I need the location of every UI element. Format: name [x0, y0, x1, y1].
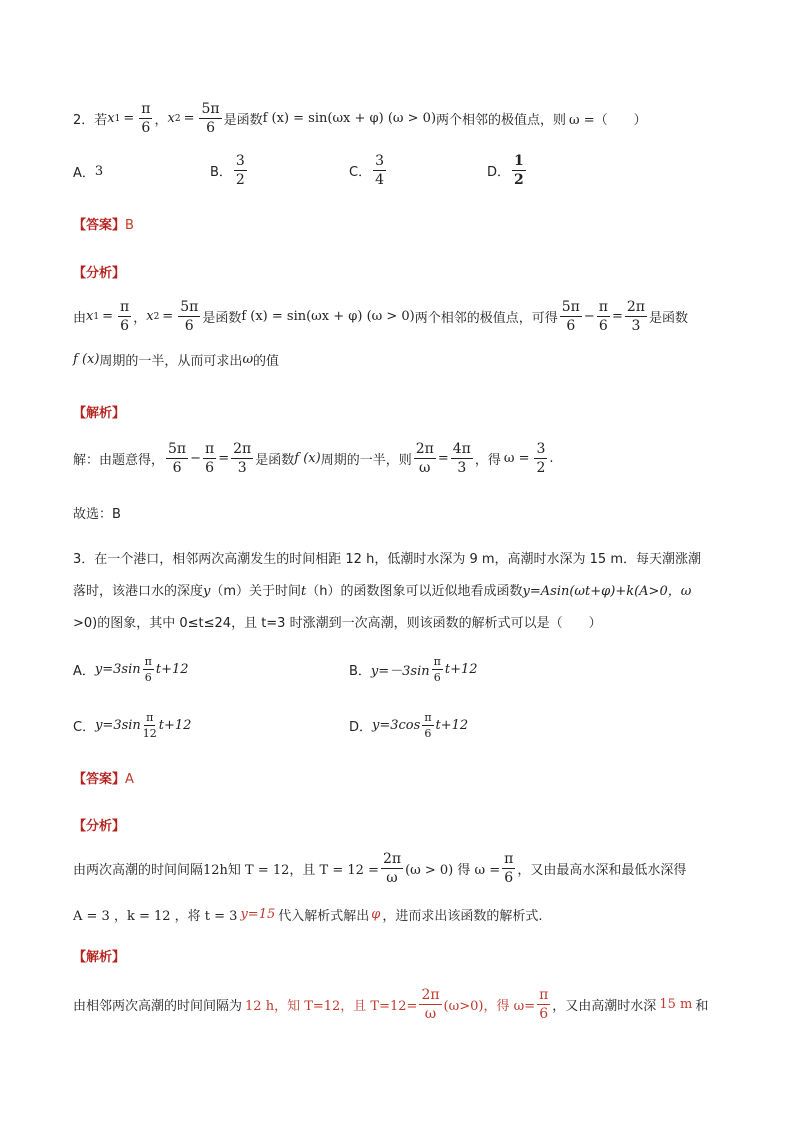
q2-omega-eq: ω =（ ）: [569, 113, 647, 128]
q2-function: f (x) = sin(ωx + φ) (ω > 0): [262, 111, 437, 126]
var-y: y: [203, 584, 211, 599]
option-fraction: $\frac{3}{2}$: [235, 153, 245, 188]
text: 是函数: [202, 311, 242, 326]
q3-line2: [73, 580, 754, 599]
q2-analysis-line1: [73, 300, 754, 333]
q3-option-b: [349, 656, 478, 683]
q3-option-d: [349, 712, 468, 739]
analysis-label: 【分析】: [73, 819, 126, 834]
text: 周期的一半，则: [320, 453, 412, 468]
fraction: $\frac{3}{2}$: [536, 441, 546, 476]
q3-analysis-line1: [73, 852, 754, 885]
eq-sign: =: [102, 309, 113, 324]
text: ，得: [474, 453, 501, 468]
x2-var: x: [146, 309, 154, 324]
q3-analysis-line2: [73, 905, 754, 924]
text: （h）的函数图象可以近似地看成函数: [306, 584, 523, 599]
eq-sign: =: [123, 111, 135, 126]
q2-choose: [73, 503, 754, 522]
option-fraction: $\frac{\pi}{6}$: [424, 711, 432, 740]
text: 代入解析式解出: [278, 909, 370, 924]
text: 解：由题意得，: [73, 453, 165, 468]
function: y=Asin(ωt+φ)+k(A>0，ω: [522, 584, 692, 599]
comma: ，: [154, 113, 168, 128]
q2-text-end: 两个相邻的极值点，则: [436, 113, 567, 128]
fraction: $\frac{\pi}{6}$: [598, 299, 608, 334]
var-t: t: [301, 584, 307, 599]
x1-sub: 1: [114, 113, 121, 124]
q3-solution-heading: [73, 946, 754, 965]
option-text: y=3sin: [95, 718, 141, 733]
answer-value: A: [125, 772, 134, 787]
func: f (x): [73, 352, 100, 367]
q2-option-d: [487, 154, 528, 187]
text: 3．在一个港口，相邻两次高潮发生的时间相距 12 h，低潮时水深为 9 m，高潮时水深为 15 m．每天潮涨潮: [73, 552, 701, 567]
x1-var: x: [107, 111, 115, 126]
q2-option-b: [210, 154, 249, 187]
text: 的值: [253, 354, 280, 369]
answer-label: 【答案】: [73, 772, 126, 787]
option-text: t+12: [444, 662, 478, 677]
omega: ω: [242, 352, 254, 367]
x1-fraction: $\frac{\pi}{6}$: [120, 299, 130, 334]
text: A = 3 ，k = 12 ，将 t = 3: [73, 909, 238, 924]
option-text: y=3cos: [372, 718, 421, 733]
fraction: $\frac{5\pi}{6}$: [561, 299, 580, 334]
solution-label: 【解析】: [73, 950, 126, 965]
option-value: 3: [94, 164, 104, 179]
text: 由两次高潮的时间间隔12h知 T = 12，且 T = 12 =: [73, 863, 379, 878]
x2-fraction: $\frac{5\pi}{6}$: [180, 299, 199, 334]
text: ，又由高潮时水深: [552, 999, 657, 1014]
text: .: [549, 451, 554, 466]
fraction: $\frac{\pi}{6}$: [539, 987, 549, 1022]
text: 是函数: [255, 453, 295, 468]
text: ，进而求出该函数的解析式.: [382, 909, 543, 924]
q3-line3: [73, 612, 754, 631]
option-label: A．: [73, 664, 95, 679]
option-fraction: $\frac{\pi}{6}$: [144, 655, 152, 684]
eq-sign-2: =: [183, 111, 195, 126]
q2-analysis-heading: [73, 262, 754, 281]
omega-eq: ω =: [503, 451, 530, 466]
highlight: y=15: [240, 907, 276, 922]
q2-solution-heading: [73, 402, 754, 421]
text: 和: [695, 999, 709, 1014]
x1-var: x: [86, 309, 94, 324]
option-text: y=3sin: [94, 662, 141, 677]
q2-option-a: [73, 162, 103, 181]
text: >0)的图象，其中 0≤t≤24，且 t=3 时涨潮到一次高潮，则该函数的解析式可以是（ ）: [73, 616, 602, 631]
option-fraction: $\frac{\pi}{6}$: [433, 655, 441, 684]
text: （m）关于时间: [210, 584, 302, 599]
q2-function: f (x) = sin(ωx + φ) (ω > 0): [241, 309, 415, 324]
option-text: y=－3sin: [370, 664, 430, 679]
option-text: t+12: [158, 718, 192, 733]
option-label: B．: [349, 664, 371, 679]
option-label: C．: [73, 720, 96, 735]
x1-sub: 1: [93, 311, 100, 322]
x2-sub: 2: [174, 113, 181, 124]
analysis-label: 【分析】: [73, 266, 126, 281]
text: (ω > 0) 得 ω =: [405, 863, 501, 878]
phi: φ: [371, 907, 381, 922]
eq-sign: =: [611, 309, 623, 324]
q3-line1: [73, 548, 754, 567]
solution-label: 【解析】: [73, 406, 126, 421]
fraction: $\frac{\pi}{6}$: [205, 441, 215, 476]
q3-analysis-heading: [73, 815, 754, 834]
q3-answer: [73, 768, 754, 787]
fraction: $\frac{2\pi}{3}$: [233, 441, 252, 476]
q2-solution-line: [73, 442, 754, 475]
option-fraction: $\frac{3}{4}$: [375, 153, 384, 188]
fraction: $\frac{2\pi}{\omega}$: [415, 441, 434, 476]
option-label: D．: [349, 720, 373, 735]
x1-fraction: $\frac{\pi}{6}$: [141, 101, 151, 136]
q2-text-mid: 是函数: [223, 113, 263, 128]
eq-sign: =: [437, 451, 449, 466]
q2-analysis-line2: [73, 350, 754, 369]
minus: −: [583, 309, 595, 324]
option-text: t+12: [155, 662, 189, 677]
q3-option-a: [73, 656, 189, 683]
option-label: D．: [487, 165, 511, 180]
x2-sub: 2: [153, 311, 160, 322]
fraction: $\frac{\pi}{6}$: [504, 851, 514, 886]
answer-value: B: [125, 218, 134, 233]
option-label: C．: [349, 165, 372, 180]
eq-sign: =: [162, 309, 174, 324]
option-text: t+12: [435, 718, 469, 733]
x2-fraction: $\frac{5\pi}{6}$: [201, 101, 220, 136]
x2-var: x: [167, 111, 175, 126]
highlight: 15 m: [659, 997, 693, 1012]
fraction: $\frac{2\pi}{3}$: [626, 299, 645, 334]
text: 周期的一半，从而可求出: [99, 354, 243, 369]
q3-solution-line: [73, 988, 754, 1021]
fraction: $\frac{2\pi}{\omega}$: [421, 987, 440, 1022]
text: 落时，该港口水的深度: [73, 584, 204, 599]
text: ，又由最高水深和最低水深得: [517, 863, 687, 878]
q2-number: 2．若: [73, 113, 108, 128]
text: 由: [73, 311, 87, 326]
highlight: 12 h，知 T=12，且 T=12=: [245, 999, 418, 1014]
minus: −: [190, 451, 202, 466]
fraction: $\frac{2\pi}{\omega}$: [382, 851, 402, 886]
eq-sign: =: [218, 451, 230, 466]
fraction: $\frac{4\pi}{3}$: [452, 441, 471, 476]
text: 两个相邻的极值点，可得: [414, 311, 558, 326]
q2-option-c: [349, 154, 388, 187]
fraction: $\frac{5\pi}{6}$: [168, 441, 187, 476]
text: 由相邻两次高潮的时间间隔为: [73, 999, 243, 1014]
option-fraction: $\frac{1}{2}$: [514, 153, 524, 188]
choose-text: 故选：B: [73, 507, 121, 522]
answer-label: 【答案】: [73, 218, 126, 233]
option-fraction: $\frac{\pi}{12}$: [142, 711, 157, 740]
q2-answer: [73, 214, 754, 233]
func: f (x): [294, 451, 321, 466]
q3-option-c: [73, 712, 191, 739]
option-label: B．: [210, 165, 232, 180]
q2-stem: [73, 102, 754, 135]
comma: ，: [133, 311, 147, 326]
option-label: A．: [73, 166, 95, 181]
text: 是函数: [649, 311, 689, 326]
highlight: (ω>0)，得 ω=: [443, 999, 536, 1014]
